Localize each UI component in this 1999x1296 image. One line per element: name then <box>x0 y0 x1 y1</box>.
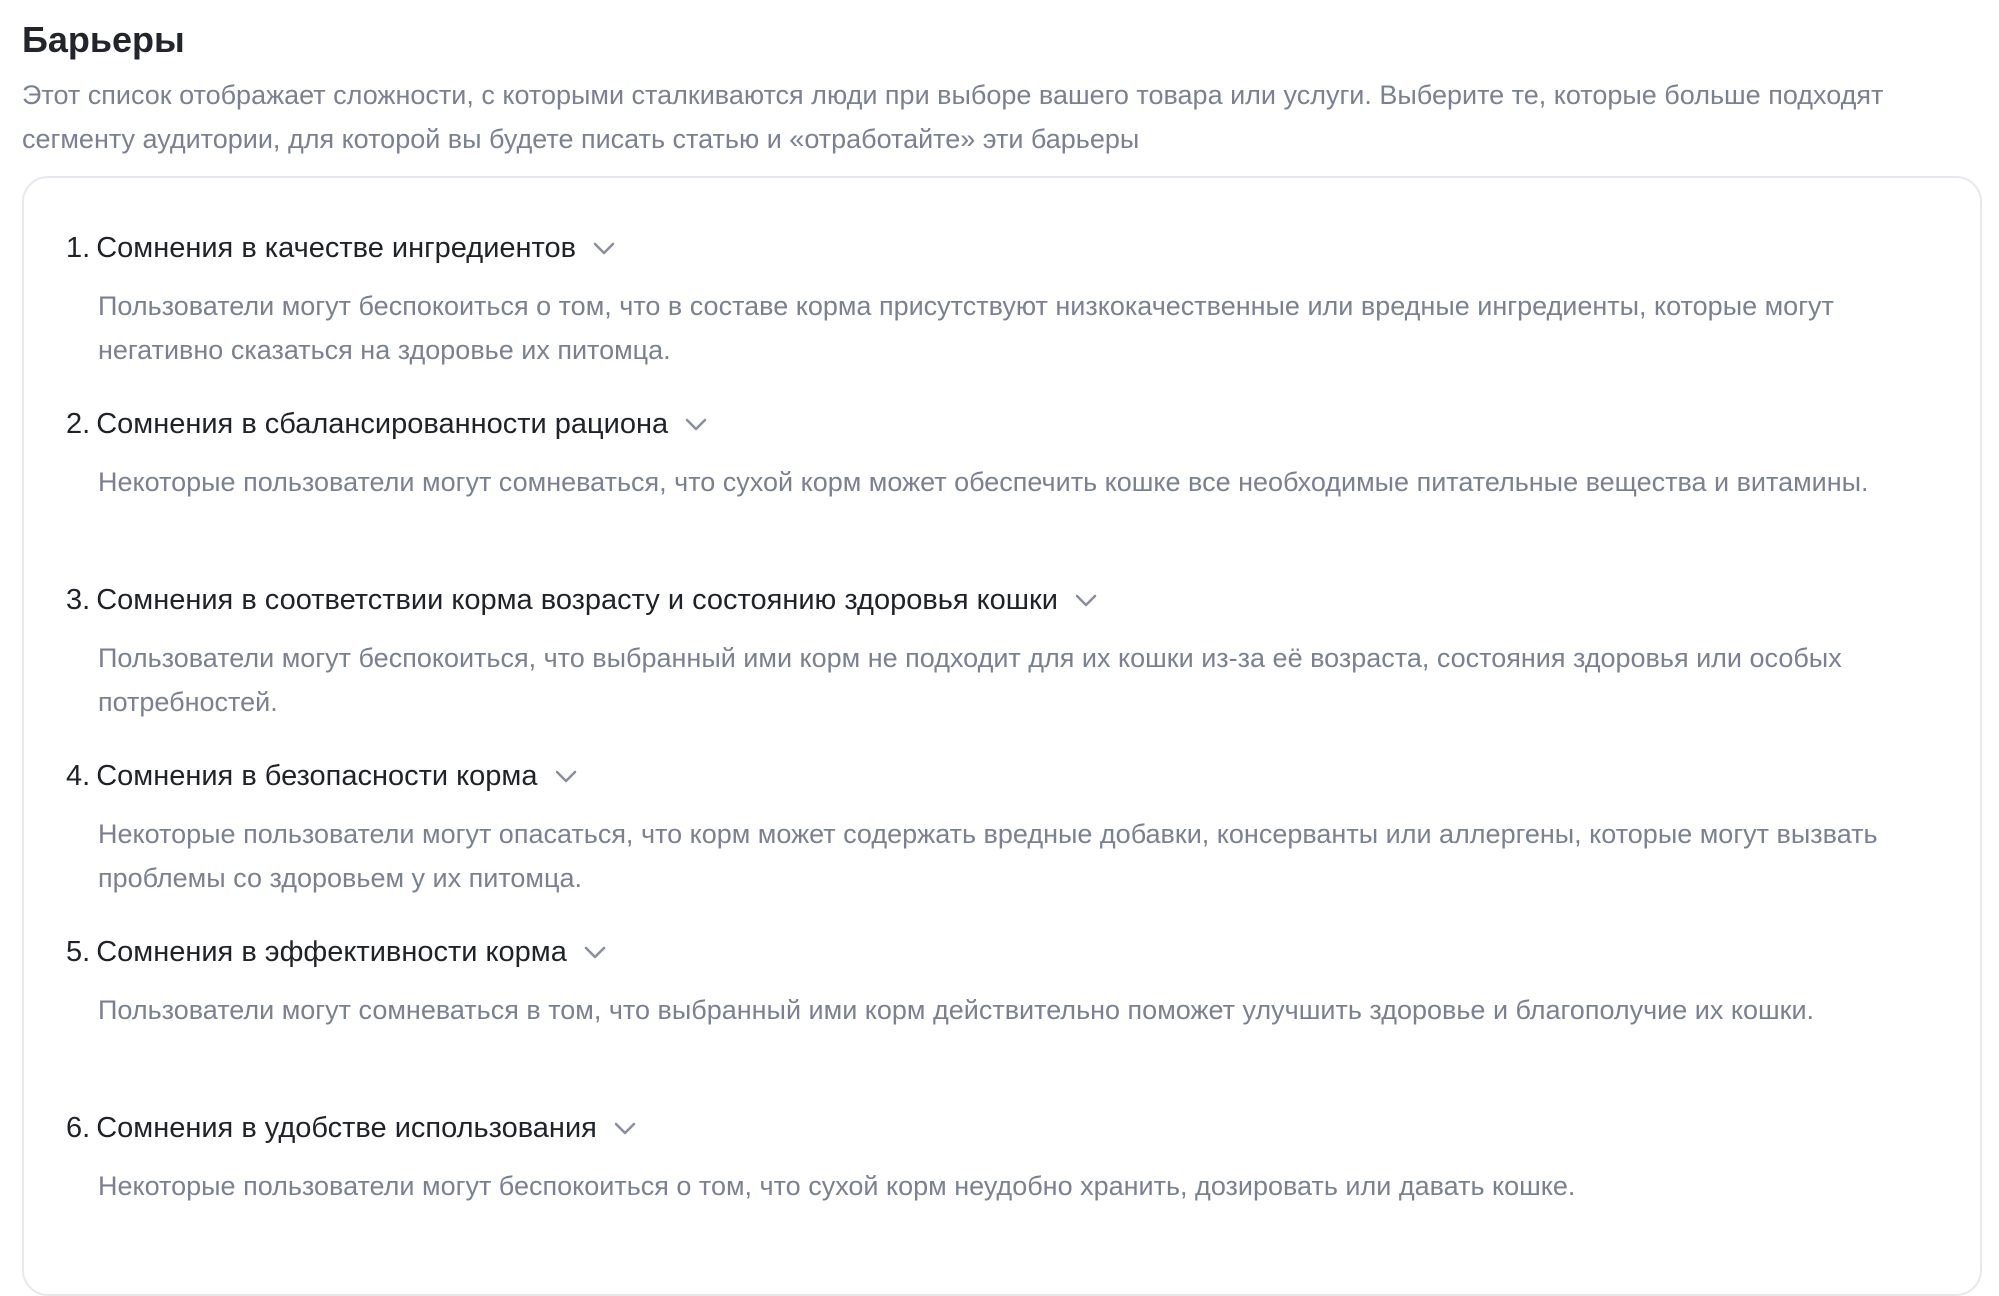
barrier-number: 3. <box>66 584 91 616</box>
barrier-title: Сомнения в эффективности корма <box>96 936 567 968</box>
barrier-toggle[interactable] <box>66 930 1946 974</box>
barrier-number: 6. <box>66 1112 91 1144</box>
section-title: Барьеры <box>22 19 185 60</box>
barrier-item <box>66 226 1946 372</box>
barrier-title: Сомнения в удобстве использования <box>96 1112 597 1144</box>
barrier-toggle[interactable] <box>66 754 1946 798</box>
barrier-description: Пользователи могут сомневаться в том, что выбранный ими корм действительно поможет улучшить здоровье и благополучие их кошки. <box>98 995 1815 1025</box>
barrier-title: Сомнения в безопасности корма <box>96 760 538 792</box>
barrier-toggle[interactable] <box>66 402 1946 446</box>
barrier-toggle[interactable] <box>66 1106 1946 1150</box>
barrier-description: Некоторые пользователи могут беспокоиться о том, что сухой корм неудобно хранить, дозировать или давать кошке. <box>98 1171 1576 1201</box>
barrier-item <box>66 1106 1946 1208</box>
chevron-down-icon[interactable] <box>552 762 580 790</box>
chevron-down-icon[interactable] <box>590 234 618 262</box>
barrier-title: Сомнения в качестве ингредиентов <box>96 232 577 264</box>
barrier-description: Некоторые пользователи могут сомневаться, что сухой корм может обеспечить кошке все необходимые питательные вещества и витамины. <box>98 467 1869 497</box>
section-description: Этот список отображает сложности, с которыми сталкиваются люди при выборе вашего товара или услуги. Выберите те, которые больше подходят сегменту аудитории, для которой вы будете писать статью и «отработайте» эти барьеры <box>22 80 1884 154</box>
barrier-title: Сомнения в соответствии корма возрасту и состоянию здоровья кошки <box>96 584 1058 616</box>
chevron-down-icon[interactable] <box>682 410 710 438</box>
barrier-number: 2. <box>66 408 91 440</box>
barrier-number: 1. <box>66 232 91 264</box>
barriers-section <box>22 0 1986 1242</box>
barrier-number: 5. <box>66 936 91 968</box>
barrier-number: 4. <box>66 760 91 792</box>
chevron-down-icon[interactable] <box>1072 586 1100 614</box>
barrier-item <box>66 754 1946 900</box>
barrier-toggle[interactable] <box>66 578 1946 622</box>
barrier-item <box>66 402 1946 504</box>
barrier-description: Некоторые пользователи могут опасаться, что корм может содержать вредные добавки, консерванты или аллергены, которые могут вызвать проблемы со здоровьем у их питомца. <box>98 819 1878 893</box>
chevron-down-icon[interactable] <box>611 1114 639 1142</box>
barriers-card <box>22 176 1982 1296</box>
barrier-item <box>66 578 1946 724</box>
chevron-down-icon[interactable] <box>581 938 609 966</box>
barrier-title: Сомнения в сбалансированности рациона <box>96 408 669 440</box>
barrier-item <box>66 930 1946 1032</box>
barrier-description: Пользователи могут беспокоиться о том, что в составе корма присутствуют низкокачественные или вредные ингредиенты, которые могут негативно сказаться на здоровье их питомца. <box>98 291 1834 365</box>
barrier-toggle[interactable] <box>66 226 1946 270</box>
barrier-description: Пользователи могут беспокоиться, что выбранный ими корм не подходит для их кошки из-за её возраста, состояния здоровья или особых потребностей. <box>98 643 1842 717</box>
